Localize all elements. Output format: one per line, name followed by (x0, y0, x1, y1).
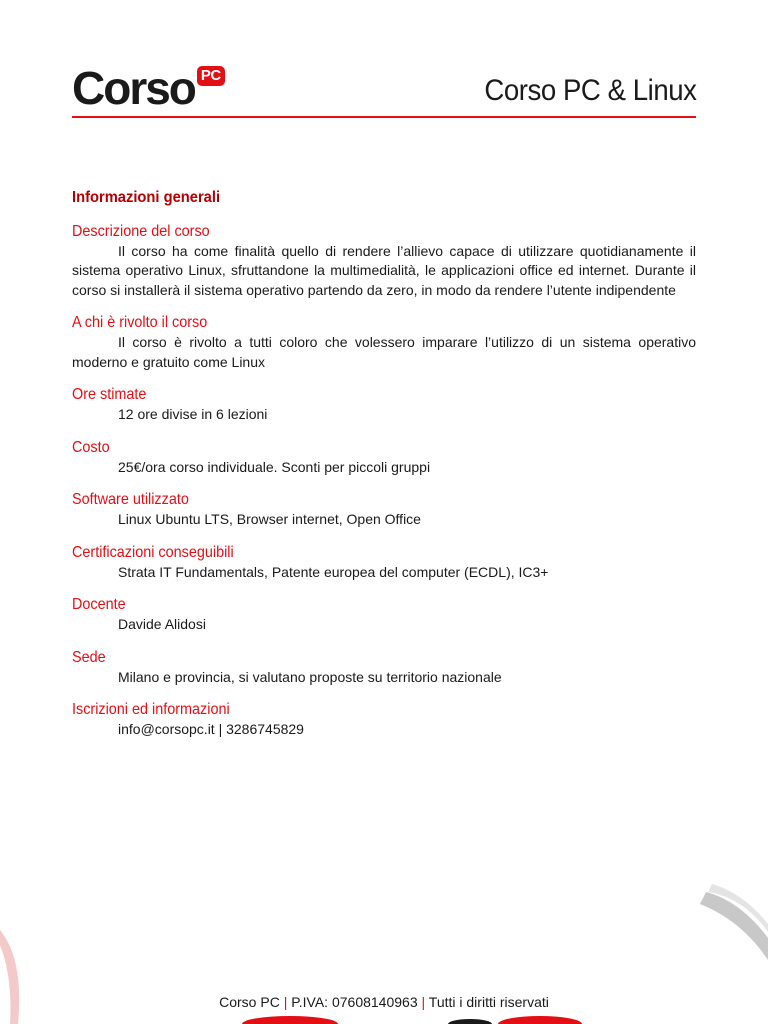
info-item-hours (72, 385, 696, 425)
item-title: Ore stimate (72, 386, 147, 403)
info-item-cost (72, 438, 696, 478)
footer-separator: | (421, 994, 426, 1010)
item-body: 12 ore divise in 6 lezioni (118, 406, 268, 422)
info-item-description (72, 222, 696, 301)
footer-company: Corso PC (219, 994, 280, 1010)
item-title: Descrizione del corso (72, 222, 210, 240)
document-title: Corso PC & Linux (483, 74, 696, 107)
info-item-contacts (72, 700, 696, 740)
footer-vat: P.IVA: 07608140963 (291, 994, 418, 1010)
item-body: Milano e provincia, si valutano proposte su territorio nazionale (118, 668, 502, 685)
item-body: Il corso ha come finalità quello di rendere l’allievo capace di utilizzare quotidianamente il sistema operativo Linux, sfruttandone la multimedialità, le applicazioni office ed internet. Durante il corso si installerà il sistema operativo partendo da zero, in modo da rendere l’utente indipendente (72, 242, 696, 298)
item-body: Strata IT Fundamentals, Patente europea del computer (ECDL), IC3+ (118, 563, 549, 580)
info-item-teacher (72, 595, 696, 635)
info-item-software (72, 490, 696, 530)
logo-badge: PC (197, 66, 225, 86)
item-title: Iscrizioni ed informazioni (72, 701, 230, 718)
item-title: Software utilizzato (72, 491, 189, 508)
decorative-swoosh-right (700, 880, 768, 960)
section-heading: Informazioni generali (72, 189, 221, 206)
footer-rights: Tutti i diritti riservati (428, 994, 549, 1010)
item-title: Certificazioni conseguibili (72, 543, 234, 561)
logo-word: Corso (72, 62, 195, 114)
item-body: Linux Ubuntu LTS, Browser internet, Open Office (118, 511, 421, 527)
page-footer (0, 994, 768, 1010)
corsopc-logo (72, 64, 225, 112)
decorative-bottom-shapes (0, 1010, 768, 1024)
course-info (72, 188, 696, 753)
info-item-location (72, 648, 696, 688)
item-title: Docente (72, 596, 126, 613)
item-body: Il corso è rivolto a tutti coloro che volessero imparare l’utilizzo di un sistema operativo moderno e gratuito come Linux (72, 334, 696, 370)
info-item-certifications (72, 543, 696, 583)
page-header (72, 60, 696, 118)
info-item-audience (72, 313, 696, 372)
item-title: Costo (72, 438, 110, 456)
item-title: Sede (72, 648, 106, 666)
item-body: info@corsopc.it | 3286745829 (118, 721, 304, 737)
item-body: 25€/ora corso individuale. Sconti per piccoli gruppi (118, 458, 431, 475)
item-body: Davide Alidosi (118, 616, 206, 632)
footer-separator: | (283, 994, 288, 1010)
item-title: A chi è rivolto il corso (72, 314, 208, 331)
